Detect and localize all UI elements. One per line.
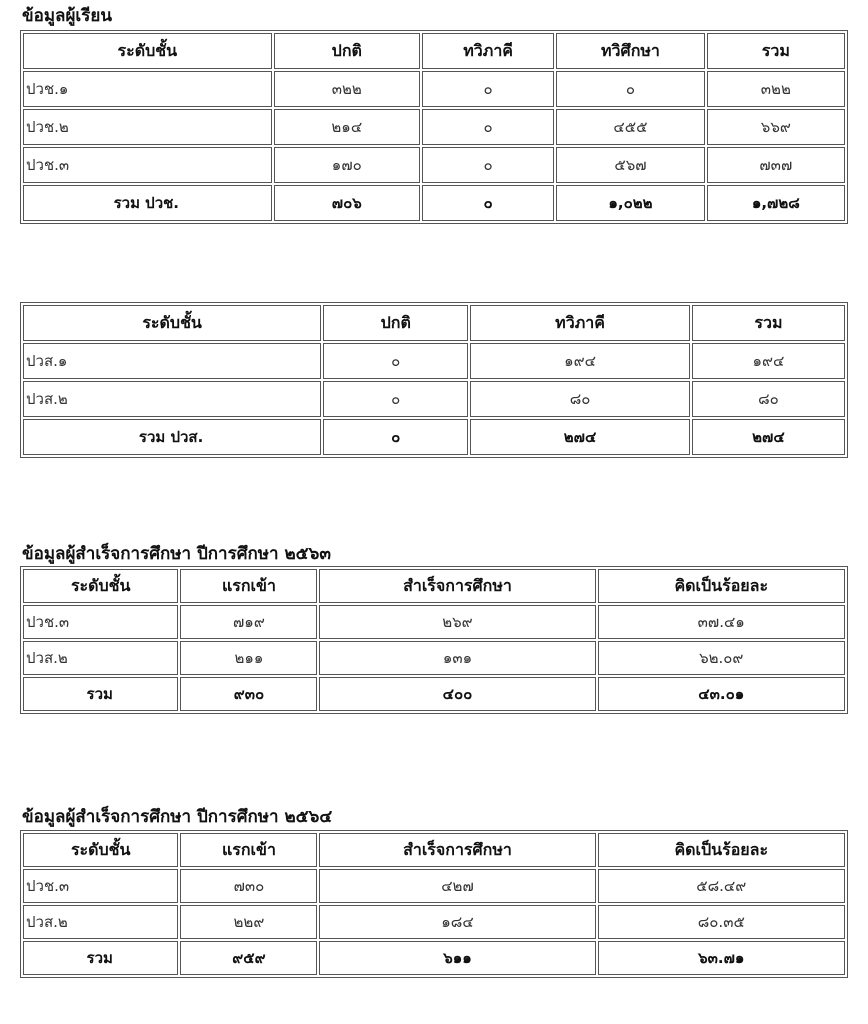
cell: ปวช.๑ (23, 71, 272, 107)
header-dual: ทวิภาคี (422, 33, 554, 69)
total-cell: ๒๗๔ (470, 419, 690, 455)
total-cell: ๑,๐๒๒ (556, 185, 704, 221)
cell: ๖๒.๐๙ (598, 641, 845, 675)
cell: ๑๙๔ (470, 343, 690, 379)
cell: ๑๘๔ (319, 905, 595, 939)
graduates-2563-table (20, 566, 848, 714)
total-cell: ๖๑๑ (319, 941, 595, 975)
header-dual-education: ทวิศึกษา (556, 33, 704, 69)
students-vocational-cert-table (20, 30, 848, 224)
cell: ๕๘.๔๙ (598, 869, 845, 903)
table-total-row (23, 677, 845, 711)
table-row (23, 605, 845, 639)
graduates-2563-section-title: ข้อมูลผู้สำเร็จการศึกษา ปีการศึกษา ๒๕๖๓ (22, 544, 331, 564)
total-cell: ๒๗๔ (692, 419, 845, 455)
total-cell: ๑,๗๒๘ (707, 185, 845, 221)
header-graduated: สำเร็จการศึกษา (319, 569, 595, 603)
cell: ปวส.๒ (23, 381, 321, 417)
total-cell: ๔๓.๐๑ (598, 677, 845, 711)
total-cell: ๗๐๖ (274, 185, 420, 221)
table-row (23, 905, 845, 939)
cell: ๐ (422, 71, 554, 107)
cell: ปวช.๓ (23, 605, 178, 639)
graduates-2564-table (20, 830, 848, 978)
cell: ๗๓๐ (180, 869, 317, 903)
cell: ๒๒๙ (180, 905, 317, 939)
total-cell: ๖๓.๗๑ (598, 941, 845, 975)
header-total: รวม (692, 305, 845, 341)
header-enrolled: แรกเข้า (180, 569, 317, 603)
header-regular: ปกติ (274, 33, 420, 69)
total-cell: ๐ (422, 185, 554, 221)
header-enrolled: แรกเข้า (180, 833, 317, 867)
header-level: ระดับชั้น (23, 33, 272, 69)
total-label: รวม (23, 941, 178, 975)
header-dual: ทวิภาคี (470, 305, 690, 341)
cell: ๖๖๙ (707, 109, 845, 145)
table-row (23, 71, 845, 107)
total-cell: ๐ (323, 419, 468, 455)
total-cell: ๙๕๙ (180, 941, 317, 975)
total-label: รวม ปวส. (23, 419, 321, 455)
table-header-row (23, 305, 845, 341)
cell: ๗๓๗ (707, 147, 845, 183)
header-regular: ปกติ (323, 305, 468, 341)
cell: ๔๕๕ (556, 109, 704, 145)
total-label: รวม ปวช. (23, 185, 272, 221)
cell: ๓๒๒ (274, 71, 420, 107)
cell: ๕๖๗ (556, 147, 704, 183)
table-row (23, 147, 845, 183)
table-row (23, 869, 845, 903)
header-total: รวม (707, 33, 845, 69)
cell: ๒๑๔ (274, 109, 420, 145)
cell: ๘๐ (470, 381, 690, 417)
cell: ๘๐ (692, 381, 845, 417)
cell: ปวช.๒ (23, 109, 272, 145)
header-level: ระดับชั้น (23, 569, 178, 603)
cell: ๐ (422, 147, 554, 183)
cell: ๓๗.๔๑ (598, 605, 845, 639)
cell: ๘๐.๓๕ (598, 905, 845, 939)
cell: ปวช.๓ (23, 869, 178, 903)
table-header-row (23, 569, 845, 603)
header-percent: คิดเป็นร้อยละ (598, 833, 845, 867)
cell: ๐ (422, 109, 554, 145)
cell: ปวส.๒ (23, 641, 178, 675)
table-row (23, 381, 845, 417)
cell: ๐ (323, 343, 468, 379)
cell: ๐ (556, 71, 704, 107)
cell: ๒๑๑ (180, 641, 317, 675)
cell: ปวส.๑ (23, 343, 321, 379)
table-header-row (23, 833, 845, 867)
table-row (23, 109, 845, 145)
table-total-row (23, 941, 845, 975)
total-cell: ๔๐๐ (319, 677, 595, 711)
graduates-2564-section-title: ข้อมูลผู้สำเร็จการศึกษา ปีการศึกษา ๒๕๖๔ (22, 807, 333, 827)
students-high-vocational-table (20, 302, 848, 458)
table-header-row (23, 33, 845, 69)
cell: ๑๓๑ (319, 641, 595, 675)
table-row (23, 641, 845, 675)
students-section-title: ข้อมูลผู้เรียน (22, 6, 112, 26)
cell: ๒๖๙ (319, 605, 595, 639)
cell: ปวส.๒ (23, 905, 178, 939)
cell: ปวช.๓ (23, 147, 272, 183)
cell: ๐ (323, 381, 468, 417)
cell: ๑๗๐ (274, 147, 420, 183)
table-total-row (23, 419, 845, 455)
table-total-row (23, 185, 845, 221)
header-graduated: สำเร็จการศึกษา (319, 833, 595, 867)
header-level: ระดับชั้น (23, 305, 321, 341)
total-label: รวม (23, 677, 178, 711)
cell: ๗๑๙ (180, 605, 317, 639)
cell: ๑๙๔ (692, 343, 845, 379)
header-level: ระดับชั้น (23, 833, 178, 867)
header-percent: คิดเป็นร้อยละ (598, 569, 845, 603)
cell: ๓๒๒ (707, 71, 845, 107)
table-row (23, 343, 845, 379)
cell: ๔๒๗ (319, 869, 595, 903)
total-cell: ๙๓๐ (180, 677, 317, 711)
